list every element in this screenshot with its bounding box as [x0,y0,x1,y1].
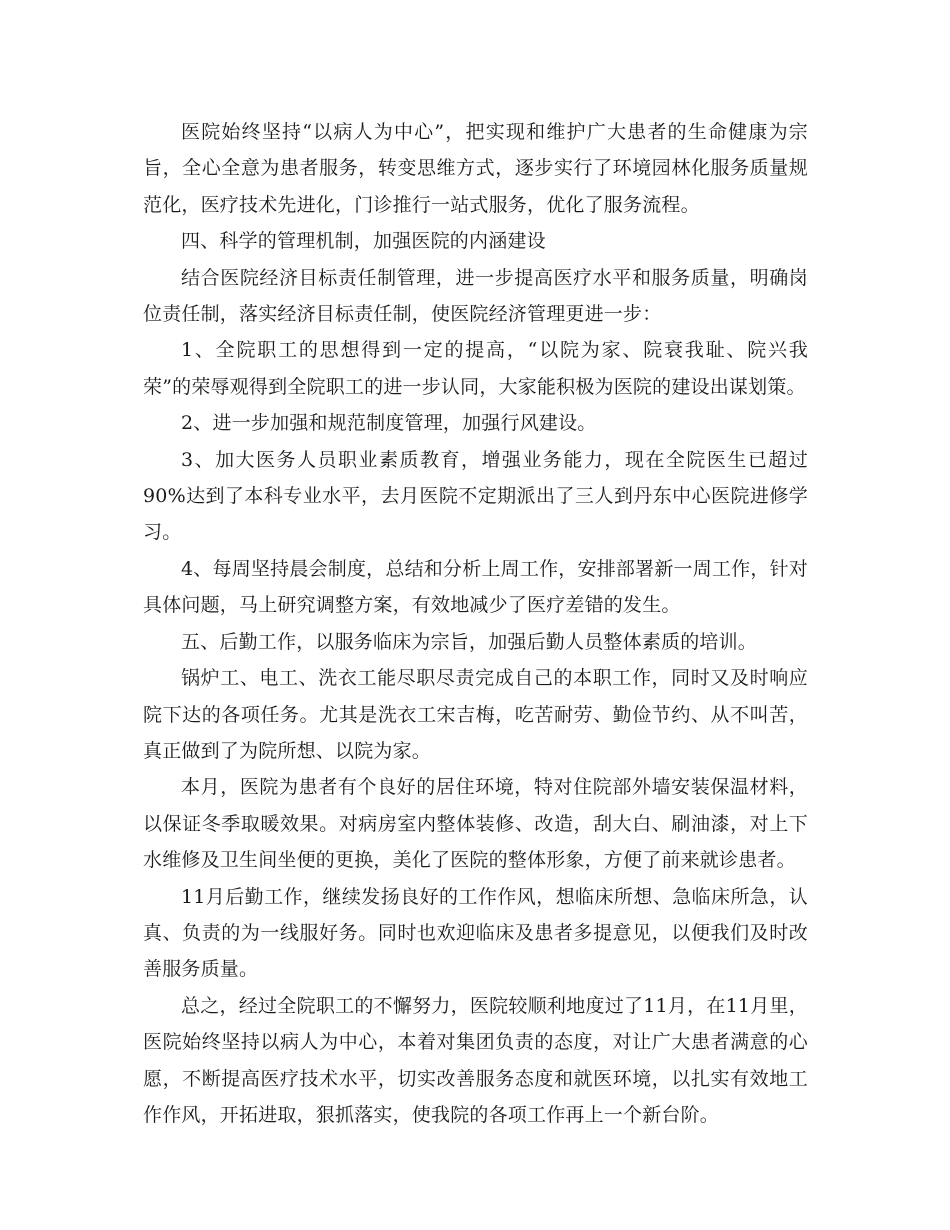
paragraph: 11月后勤工作，继续发扬良好的工作作风，想临床所想、急临床所急，认真、负责的为一线服好务。同时也欢迎临床及患者多提意见，以便我们及时改善服务质量。 [143,885,808,981]
section-heading: 四、科学的管理机制，加强医院的内涵建设 [181,230,546,253]
list-item: 3、加大医务人员职业素质教育，增强业务能力，现在全院医生已超过90%达到了本科专业水平，去月医院不定期派出了三人到丹东中心医院进修学习。 [143,448,808,544]
paragraph: 医院始终坚持“以病人为中心”，把实现和维护广大患者的生命健康为宗旨，全心全意为患者服务，转变思维方式，逐步实行了环境园林化服务质量规范化，医疗技术先进化，门诊推行一站式服务，优化了服务流程。 [143,121,808,216]
paragraph: 总之，经过全院职工的不懈努力，医院较顺利地度过了11月，在11月里，医院始终坚持以病人为中心，本着对集团负责的态度，对让广大患者满意的心愿，不断提高医疗技术水平，切实改善服务态度和就医环境，以扎实有效地工作作风，开拓进取，狠抓落实，使我院的各项工作再上一个新台阶。 [143,994,808,1126]
section-heading: 五、后勤工作，以服务临床为宗旨，加强后勤人员整体素质的培训。 [181,630,758,653]
list-item: 1、全院职工的思想得到一定的提高，“以院为家、院衰我耻、院兴我荣”的荣辱观得到全院职工的进一步认同，大家能积极为医院的建设出谋划策。 [143,339,808,398]
paragraph: 结合医院经济目标责任制管理，进一步提高医疗水平和服务质量，明确岗位责任制，落实经济目标责任制，使医院经济管理更进一步： [143,266,808,326]
list-item: 2、进一步加强和规范制度管理，加强行风建设。 [181,412,597,435]
list-item: 4、每周坚持晨会制度，总结和分析上周工作，安排部署新一周工作，针对具体问题，马上研究调整方案，有效地减少了医疗差错的发生。 [143,557,808,617]
paragraph: 锅炉工、电工、洗衣工能尽职尽责完成自己的本职工作，同时又及时响应院下达的各项任务。尤其是洗衣工宋吉梅，吃苦耐劳、勤俭节约、从不叫苦，真正做到了为院所想、以院为家。 [143,667,808,762]
paragraph: 本月，医院为患者有个良好的居住环境，特对住院部外墙安装保温材料，以保证冬季取暖效果。对病房室内整体装修、改造，刮大白、刷油漆，对上下水维修及卫生间坐便的更换，美化了医院的整体形象，方便了前来就诊患者。 [143,776,808,872]
document-body [143,114,808,1133]
